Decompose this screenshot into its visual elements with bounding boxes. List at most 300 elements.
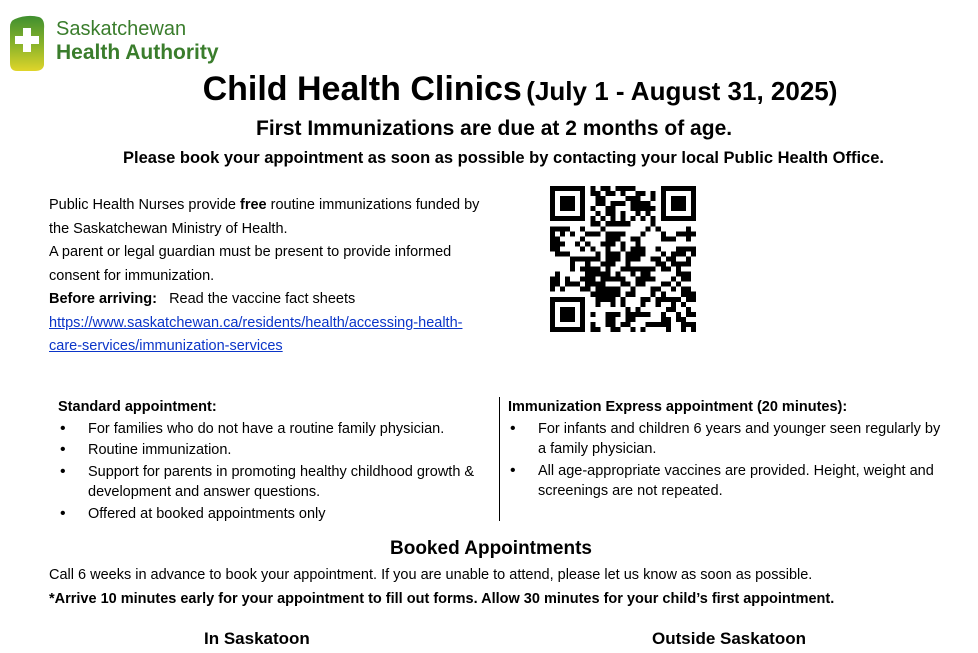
qr-module: [580, 256, 585, 261]
qr-module: [560, 241, 565, 246]
qr-module: [626, 267, 631, 272]
qr-module: [555, 236, 560, 241]
qr-module: [671, 206, 676, 211]
qr-module: [610, 201, 615, 206]
qr-module: [620, 267, 625, 272]
qr-module: [681, 216, 686, 221]
qr-module: [600, 241, 605, 246]
qr-module: [580, 307, 585, 312]
qr-module: [580, 322, 585, 327]
qr-module: [626, 256, 631, 261]
qr-module: [580, 211, 585, 216]
qr-module: [686, 312, 691, 317]
qr-module: [580, 302, 585, 307]
qr-module: [631, 292, 636, 297]
qr-module: [585, 262, 590, 267]
qr-module: [620, 191, 625, 196]
qr-module: [661, 251, 666, 256]
qr-module: [666, 256, 671, 261]
subtitle: First Immunizations are due at 2 months of age.: [256, 117, 733, 140]
qr-module: [691, 322, 696, 327]
qr-module: [631, 251, 636, 256]
qr-module: [691, 231, 696, 236]
qr-module: [686, 231, 691, 236]
intro-free-post: routine immunizations funded by the Saskatchewan Ministry of Health.: [49, 197, 480, 237]
qr-module: [661, 231, 666, 236]
qr-module: [595, 267, 600, 272]
qr-module: [656, 297, 661, 302]
qr-module: [641, 282, 646, 287]
qr-module: [565, 282, 570, 287]
standard-appointment-heading: Standard appointment:: [58, 399, 217, 415]
qr-module: [580, 191, 585, 196]
qr-module: [550, 196, 555, 201]
qr-module: [560, 307, 565, 312]
intro-free-pre: Public Health Nurses provide: [49, 197, 241, 213]
qr-module: [570, 317, 575, 322]
qr-module: [671, 262, 676, 267]
qr-module: [570, 327, 575, 332]
qr-module: [636, 251, 641, 256]
qr-module: [605, 292, 610, 297]
qr-module: [676, 246, 681, 251]
qr-module: [631, 272, 636, 277]
qr-module: [676, 312, 681, 317]
qr-module: [600, 201, 605, 206]
qr-module: [620, 241, 625, 246]
qr-module: [610, 262, 615, 267]
qr-module: [686, 307, 691, 312]
qr-module: [651, 292, 656, 297]
qr-module: [595, 272, 600, 277]
qr-module: [580, 317, 585, 322]
qr-module: [610, 191, 615, 196]
qr-module: [641, 277, 646, 282]
qr-module: [570, 267, 575, 272]
qr-module: [666, 236, 671, 241]
qr-module: [671, 216, 676, 221]
qr-module: [646, 201, 651, 206]
qr-module: [686, 272, 691, 277]
qr-module: [550, 226, 555, 231]
qr-module: [620, 211, 625, 216]
qr-module: [691, 297, 696, 302]
qr-module: [641, 246, 646, 251]
qr-module: [661, 267, 666, 272]
qr-module: [585, 287, 590, 292]
qr-module: [666, 216, 671, 221]
qr-module: [641, 191, 646, 196]
qr-module: [686, 262, 691, 267]
booking-notice: Please book your appointment as soon as possible by contacting your local Public Health Office.: [123, 149, 884, 167]
qr-module: [666, 317, 671, 322]
qr-module: [595, 297, 600, 302]
qr-module: [691, 312, 696, 317]
intro-free-bold: free: [240, 197, 267, 213]
qr-module: [565, 226, 570, 231]
qr-module: [550, 312, 555, 317]
booked-appointments-heading: Booked Appointments: [390, 538, 592, 559]
qr-module: [550, 201, 555, 206]
qr-module: [590, 272, 595, 277]
qr-module: [620, 297, 625, 302]
qr-module: [651, 287, 656, 292]
qr-module: [570, 256, 575, 261]
qr-module: [626, 312, 631, 317]
qr-module: [681, 186, 686, 191]
qr-module: [671, 201, 676, 206]
qr-module: [661, 211, 666, 216]
qr-module: [550, 302, 555, 307]
qr-module: [550, 307, 555, 312]
qr-module: [631, 312, 636, 317]
qr-module: [555, 251, 560, 256]
qr-module: [590, 327, 595, 332]
qr-module: [671, 302, 676, 307]
qr-module: [565, 201, 570, 206]
list-item: • For infants and children 6 years and younger seen regularly by a family physician.: [508, 419, 948, 460]
org-name-line2: Health Authority: [56, 41, 219, 64]
qr-module: [600, 287, 605, 292]
qr-module: [681, 277, 686, 282]
qr-module: [631, 196, 636, 201]
intro-consent-line: A parent or legal guardian must be present to provide informed consent for immunization.: [49, 244, 452, 284]
qr-module: [626, 186, 631, 191]
qr-module: [651, 322, 656, 327]
standard-appointment-section: [58, 397, 488, 525]
qr-module: [641, 312, 646, 317]
qr-module: [681, 272, 686, 277]
qr-module: [555, 186, 560, 191]
qr-module: [615, 292, 620, 297]
qr-module: [651, 191, 656, 196]
qr-module: [590, 221, 595, 226]
qr-module: [560, 216, 565, 221]
booked-arrive-early-text: *Arrive 10 minutes early for your appointment to fill out forms. Allow 30 minutes for your child’s first appointment.: [49, 591, 835, 607]
qr-module: [600, 272, 605, 277]
qr-module: [641, 201, 646, 206]
qr-module: [565, 277, 570, 282]
intro-block: [49, 194, 489, 359]
qr-module: [610, 216, 615, 221]
qr-module: [570, 307, 575, 312]
qr-module: [671, 251, 676, 256]
qr-module: [620, 282, 625, 287]
list-item: • For families who do not have a routine family physician.: [58, 419, 488, 440]
qr-module: [560, 226, 565, 231]
list-item: • All age-appropriate vaccines are provided. Height, weight and screenings are not repeated.: [508, 461, 948, 502]
qr-module: [605, 256, 610, 261]
qr-module: [661, 297, 666, 302]
qr-module: [565, 327, 570, 332]
qr-module: [615, 272, 620, 277]
qr-module: [631, 267, 636, 272]
qr-module: [585, 256, 590, 261]
qr-module: [605, 191, 610, 196]
qr-module: [631, 186, 636, 191]
title-dates: (July 1 - August 31, 2025): [526, 76, 838, 106]
qr-module: [565, 186, 570, 191]
qr-module: [636, 256, 641, 261]
qr-module: [575, 282, 580, 287]
qr-module: [555, 277, 560, 282]
qr-module: [686, 297, 691, 302]
qr-module: [641, 216, 646, 221]
qr-module: [620, 302, 625, 307]
qr-module: [656, 246, 661, 251]
qr-module: [661, 191, 666, 196]
qr-module: [605, 287, 610, 292]
booked-call-ahead-text: Call 6 weeks in advance to book your appointment. If you are unable to attend, please let us know as soon as possible.: [49, 567, 813, 583]
qr-module: [550, 231, 555, 236]
qr-module: [580, 201, 585, 206]
qr-module: [626, 262, 631, 267]
qr-module: [610, 317, 615, 322]
qr-module: [615, 231, 620, 236]
qr-module: [580, 287, 585, 292]
qr-module: [610, 322, 615, 327]
qr-module: [646, 272, 651, 277]
qr-module: [686, 322, 691, 327]
qr-module: [641, 251, 646, 256]
qr-module: [651, 206, 656, 211]
express-appointment-heading: Immunization Express appointment (20 minutes):: [508, 399, 848, 415]
qr-module: [631, 201, 636, 206]
qr-module: [565, 312, 570, 317]
qr-module: [605, 317, 610, 322]
qr-module: [646, 211, 651, 216]
qr-module: [585, 277, 590, 282]
qr-module: [615, 256, 620, 261]
qr-module: [595, 221, 600, 226]
qr-module: [595, 191, 600, 196]
qr-module: [636, 191, 641, 196]
qr-module: [600, 282, 605, 287]
qr-module: [671, 196, 676, 201]
qr-module: [595, 231, 600, 236]
qr-module: [676, 267, 681, 272]
before-arriving-label: Before arriving:: [49, 291, 157, 307]
qr-module: [636, 312, 641, 317]
qr-module: [681, 327, 686, 332]
qr-module: [661, 236, 666, 241]
qr-module: [575, 327, 580, 332]
qr-module: [550, 191, 555, 196]
qr-module: [565, 317, 570, 322]
qr-module: [550, 317, 555, 322]
qr-module: [636, 307, 641, 312]
qr-module: [600, 277, 605, 282]
qr-code-icon[interactable]: [550, 186, 696, 332]
qr-module: [575, 216, 580, 221]
qr-module: [656, 262, 661, 267]
qr-module: [550, 186, 555, 191]
qr-module: [580, 267, 585, 272]
qr-module: [550, 236, 555, 241]
qr-module: [550, 287, 555, 292]
qr-module: [626, 196, 631, 201]
qr-module: [676, 272, 681, 277]
qr-module: [590, 282, 595, 287]
qr-module: [646, 277, 651, 282]
qr-module: [615, 251, 620, 256]
qr-module: [555, 297, 560, 302]
qr-module: [626, 251, 631, 256]
qr-module: [646, 312, 651, 317]
qr-module: [681, 206, 686, 211]
qr-module: [681, 246, 686, 251]
qr-module: [636, 211, 641, 216]
qr-module: [590, 292, 595, 297]
qr-module: [651, 256, 656, 261]
qr-module: [560, 186, 565, 191]
qr-module: [676, 297, 681, 302]
qr-module: [570, 312, 575, 317]
qr-module: [610, 292, 615, 297]
qr-module: [610, 251, 615, 256]
qr-module: [580, 186, 585, 191]
qr-module: [600, 297, 605, 302]
qr-module: [570, 186, 575, 191]
qr-module: [590, 312, 595, 317]
qr-module: [641, 272, 646, 277]
qr-module: [575, 186, 580, 191]
org-name-line1: Saskatchewan: [56, 18, 187, 40]
qr-module: [580, 277, 585, 282]
qr-module: [681, 196, 686, 201]
qr-module: [641, 297, 646, 302]
qr-module: [636, 236, 641, 241]
qr-module: [605, 236, 610, 241]
qr-module: [681, 231, 686, 236]
qr-module: [681, 322, 686, 327]
qr-module: [560, 297, 565, 302]
qr-module: [666, 322, 671, 327]
qr-module: [605, 267, 610, 272]
qr-module: [590, 277, 595, 282]
qr-module: [580, 236, 585, 241]
qr-module: [590, 322, 595, 327]
qr-module: [580, 246, 585, 251]
qr-module: [615, 277, 620, 282]
qr-module: [671, 186, 676, 191]
qr-module: [681, 302, 686, 307]
title-main: Child Health Clinics: [202, 70, 522, 108]
qr-module: [661, 262, 666, 267]
qr-module: [605, 262, 610, 267]
qr-module: [590, 256, 595, 261]
qr-module: [641, 231, 646, 236]
qr-module: [550, 297, 555, 302]
qr-module: [646, 226, 651, 231]
qr-module: [560, 317, 565, 322]
qr-module: [600, 186, 605, 191]
qr-module: [615, 327, 620, 332]
qr-module: [550, 206, 555, 211]
qr-module: [631, 256, 636, 261]
qr-module: [641, 267, 646, 272]
qr-module: [626, 307, 631, 312]
qr-module: [585, 231, 590, 236]
qr-module: [636, 201, 641, 206]
immunization-link-line: [49, 312, 489, 359]
qr-module: [636, 282, 641, 287]
qr-module: [555, 226, 560, 231]
qr-module: [595, 256, 600, 261]
qr-module: [626, 317, 631, 322]
qr-module: [615, 312, 620, 317]
qr-module: [641, 327, 646, 332]
qr-module: [575, 241, 580, 246]
qr-module: [620, 231, 625, 236]
qr-module: [681, 251, 686, 256]
sha-logo-icon: [9, 15, 45, 72]
qr-module: [631, 317, 636, 322]
qr-module: [550, 246, 555, 251]
qr-module: [595, 327, 600, 332]
qr-module: [595, 196, 600, 201]
qr-module: [560, 201, 565, 206]
qr-module: [666, 327, 671, 332]
qr-module: [661, 317, 666, 322]
qr-module: [605, 206, 610, 211]
qr-module: [636, 267, 641, 272]
qr-module: [691, 211, 696, 216]
qr-module: [681, 262, 686, 267]
qr-module: [605, 211, 610, 216]
qr-module: [631, 246, 636, 251]
before-arriving-text: Read the vaccine fact sheets: [169, 291, 356, 307]
list-item: • Routine immunization.: [58, 440, 488, 461]
qr-module: [610, 277, 615, 282]
qr-module: [620, 246, 625, 251]
qr-module: [626, 292, 631, 297]
qr-module: [676, 231, 681, 236]
qr-module: [636, 196, 641, 201]
immunization-services-link[interactable]: https://www.saskatchewan.ca/residents/health/accessing-health-care-services/immunization-services: [49, 314, 463, 354]
in-saskatoon-heading: In Saskatoon: [204, 629, 310, 648]
qr-module: [666, 307, 671, 312]
qr-module: [620, 186, 625, 191]
qr-module: [686, 246, 691, 251]
qr-module: [555, 282, 560, 287]
qr-module: [691, 186, 696, 191]
qr-module: [605, 221, 610, 226]
qr-module: [686, 256, 691, 261]
qr-module: [671, 297, 676, 302]
qr-module: [585, 282, 590, 287]
qr-module: [590, 206, 595, 211]
qr-module: [605, 231, 610, 236]
qr-module: [626, 322, 631, 327]
qr-module: [570, 216, 575, 221]
qr-module: [610, 256, 615, 261]
outside-saskatoon-heading: Outside Saskatoon: [652, 629, 806, 648]
qr-module: [671, 256, 676, 261]
qr-module: [585, 241, 590, 246]
qr-module: [636, 246, 641, 251]
qr-module: [605, 251, 610, 256]
qr-module: [580, 216, 585, 221]
qr-module: [676, 206, 681, 211]
qr-module: [560, 312, 565, 317]
qr-module: [560, 231, 565, 236]
qr-module: [661, 186, 666, 191]
qr-module: [605, 277, 610, 282]
qr-module: [651, 267, 656, 272]
qr-module: [615, 186, 620, 191]
qr-module: [550, 211, 555, 216]
